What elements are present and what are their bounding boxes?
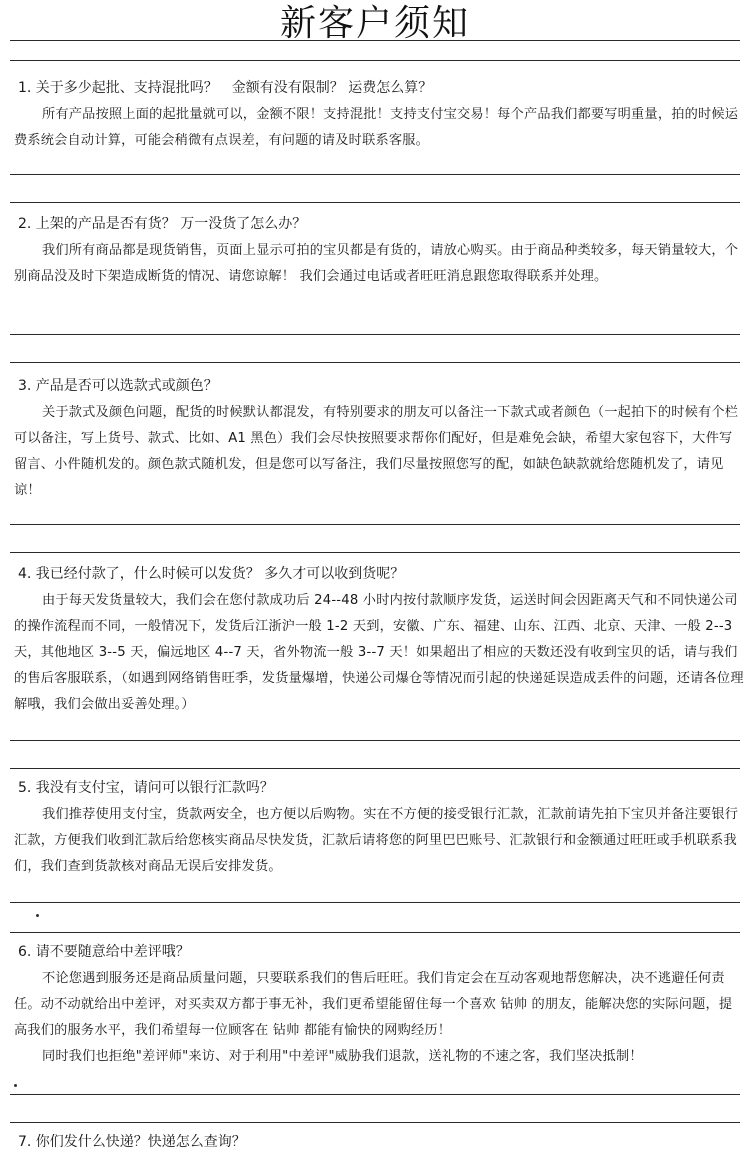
divider: [10, 1094, 740, 1095]
question-7: 7. 你们发什么快递？快递怎么查询？: [18, 1134, 246, 1150]
divider: [10, 1122, 740, 1123]
divider: [10, 768, 740, 769]
divider: [10, 202, 740, 203]
question-1: 1. 关于多少起批、支持混批吗？ 金额有没有限制？ 运费怎么算？: [18, 80, 433, 96]
divider: [10, 362, 740, 363]
page-title: 新客户须知: [279, 3, 470, 44]
answer-1: 所有产品按照上面的起批量就可以，金额不限！支持混批！支持支付宝交易！每个产品我们都要写明重量，拍的时候运费系统会自动计算，可能会稍微有点误差，有问题的请及时联系客服。: [14, 107, 739, 148]
question-4: 4. 我已经付款了，什么时候可以发货？ 多久才可以收到货呢？: [18, 566, 405, 582]
title-rule: [10, 40, 740, 41]
divider: [10, 740, 740, 741]
divider: [10, 932, 740, 933]
question-6: 6. 请不要随意给中差评哦？: [18, 944, 190, 960]
divider: [10, 334, 740, 335]
divider: [10, 174, 740, 175]
scan-speck: [14, 1084, 17, 1087]
answer-5: 我们推荐使用支付宝，货款两安全，也方便以后购物。实在不方便的接受银行汇款，汇款前请先拍下宝贝并备注要银行汇款，方便我们收到汇款后给您核实商品尽快发货，汇款后请将您的阿里巴巴账号、汇款银行和金额通过旺旺或手机联系我们，我们查到货款核对商品无误后安排发货。: [14, 807, 739, 874]
answer-2: 我们所有商品都是现货销售，页面上显示可拍的宝贝都是有货的，请放心购买。由于商品种类较多，每天销量较大，个别商品没及时下架造成断货的情况、请您谅解！ 我们会通过电话或者旺旺消息跟您取得联系并处理。: [14, 243, 739, 284]
divider: [10, 524, 740, 525]
question-5: 5. 我没有支付宝，请问可以银行汇款吗？: [18, 780, 274, 796]
answer-6: 不论您遇到服务还是商品质量问题，只要联系我们的售后旺旺。我们肯定会在互动客观地帮您解决，决不逃避任何责任。动不动就给出中差评，对买卖双方都于事无补，我们更希望能留住每一个喜欢 钻帅 的朋友，能解决您的实际问题，提高我们的服务水平，我们希望每一位顾客在 钻帅 都能有愉快的网购经历！: [14, 971, 733, 1038]
divider: [10, 902, 740, 903]
question-2: 2. 上架的产品是否有货？ 万一没货了怎么办？: [18, 216, 307, 232]
answer-6-extra: 同时我们也拒绝"差评师"来访、对于利用"中差评"威胁我们退款，送礼物的不速之客，我们坚决抵制！: [42, 1049, 643, 1064]
question-3: 3. 产品是否可以选款式或颜色？: [18, 378, 218, 394]
answer-4: 由于每天发货量较大，我们会在您付款成功后 24--48 小时内按付款顺序发货，运送时间会因距离天气和不同快递公司的操作流程而不同，一般情况下，发货后江浙沪一般 1-2 天到，安徽、广东、福建、山东、江西、北京、天津、一般 2--3 天，其他地区 3--5 天，偏远地区 4--7 天，省外物流一般 3--7 天！如果超出了相应的天数还没有收到宝贝的话，请与我们的售后客服联系，（如遇到网络销售旺季，发货量爆增，快递公司爆仓等情况而引起的快递延误造成丢件的问题，还请各位理解哦，我们会做出妥善处理。）: [14, 593, 744, 712]
divider: [10, 60, 740, 61]
scan-speck: [36, 914, 39, 917]
divider: [10, 552, 740, 553]
answer-3: 关于款式及颜色问题，配货的时候默认都混发，有特别要求的朋友可以备注一下款式或者颜色（一起拍下的时候有个栏可以备注，写上货号、款式、比如、A1 黑色）我们会尽快按照要求帮你们配好，但是难免会缺，希望大家包容下，大件写留言、小件随机发的。颜色款式随机发，但是您可以写备注，我们尽量按照您写的配，如缺色缺款就给您随机发了，请见谅！: [14, 405, 739, 498]
